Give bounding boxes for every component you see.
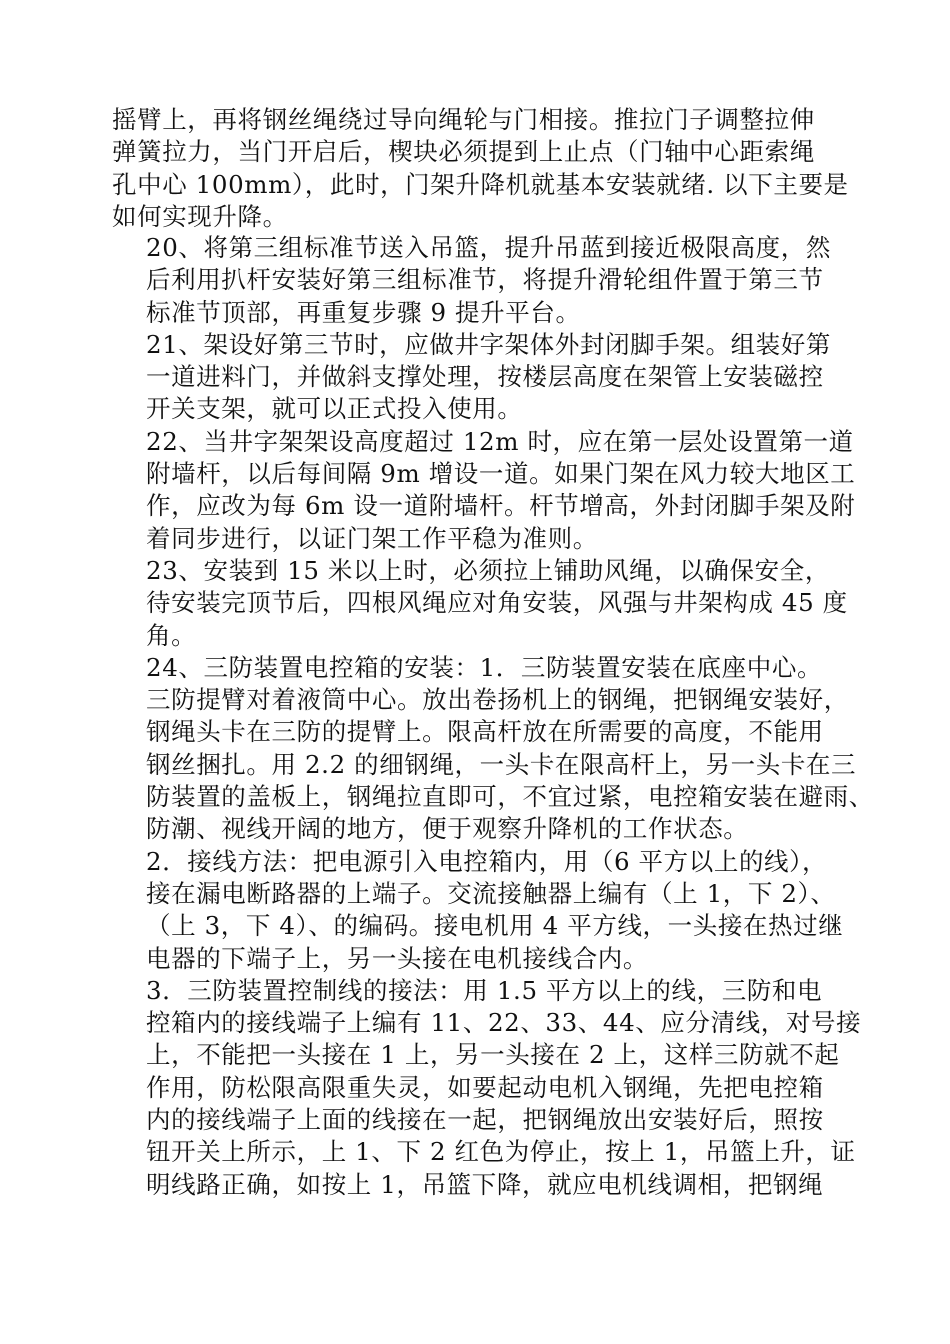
text-line: 防装置的盖板上，钢绳拉直即可，不宜过紧，电控箱安装在避雨、 bbox=[146, 782, 874, 812]
text-line: 作用，防松限高限重失灵，如要起动电机入钢绳，先把电控箱 bbox=[146, 1072, 824, 1102]
text-line: 三防提臂对着液筒中心。放出卷扬机上的钢绳，把钢绳安装好， bbox=[146, 685, 849, 715]
text-line: 角。 bbox=[146, 620, 197, 650]
text-line: 开关支架，就可以正式投入使用。 bbox=[146, 394, 523, 424]
text-line: 21、架设好第三节时，应做井字架体外封闭脚手架。组装好第 bbox=[146, 329, 831, 359]
text-line: 电器的下端子上，另一头接在电机接线合内。 bbox=[146, 943, 648, 973]
text-line: 接在漏电断路器的上端子。交流接触器上编有（上 1，下 2）、 bbox=[146, 878, 836, 908]
text-line: 24、三防装置电控箱的安装：1．三防装置安装在底座中心。 bbox=[146, 652, 823, 682]
text-line: 钮开关上所示，上 1、下 2 红色为停止，按上 1，吊篮上升，证 bbox=[146, 1137, 856, 1167]
text-line: 钢绳头卡在三防的提臂上。限高杆放在所需要的高度，不能用 bbox=[146, 717, 824, 747]
text-line: 标准节顶部，再重复步骤 9 提升平台。 bbox=[146, 297, 581, 327]
text-line: 钢丝捆扎。用 2.2 的细钢绳，一头卡在限高杆上，另一头卡在三 bbox=[146, 749, 857, 779]
text-line: 一道进料门，并做斜支撑处理，按楼层高度在架管上安装磁控 bbox=[146, 362, 824, 392]
text-block-steps bbox=[146, 232, 874, 1201]
text-line: 孔中心 100mm），此时，门架升降机就基本安装就绪. 以下主要是 bbox=[112, 169, 849, 199]
text-line: 防潮、视线开阔的地方，便于观察升降机的工作状态。 bbox=[146, 814, 749, 844]
text-line: 附墙杆，以后每间隔 9m 增设一道。如果门架在风力较大地区工 bbox=[146, 459, 856, 489]
text-line: 着同步进行，以证门架工作平稳为准则。 bbox=[146, 523, 598, 553]
text-line: （上 3，下 4）、的编码。接电机用 4 平方线，一头接在热过继 bbox=[146, 911, 844, 941]
text-line: 3．三防装置控制线的接法：用 1.5 平方以上的线，三防和电 bbox=[146, 975, 823, 1005]
text-line: 上，不能把一头接在 1 上，另一头接在 2 上，这样三防就不起 bbox=[146, 1040, 840, 1070]
text-line: 2．接线方法：把电源引入电控箱内，用（6 平方以上的线）， bbox=[146, 846, 828, 876]
text-line: 如何实现升降。 bbox=[112, 201, 288, 231]
text-line: 22、当井字架架设高度超过 12m 时，应在第一层处设置第一道 bbox=[146, 426, 854, 456]
text-block-intro bbox=[112, 104, 849, 233]
text-line: 待安装完顶节后，四根风绳应对角安装，风强与井架构成 45 度 bbox=[146, 588, 848, 618]
text-line: 明线路正确，如按上 1，吊篮下降，就应电机线调相，把钢绳 bbox=[146, 1169, 824, 1199]
text-line: 作，应改为每 6m 设一道附墙杆。杆节增高，外封闭脚手架及附 bbox=[146, 491, 856, 521]
text-line: 20、将第三组标准节送入吊篮，提升吊蓝到接近极限高度，然 bbox=[146, 233, 831, 262]
text-line: 弹簧拉力，当门开启后，楔块必须提到上止点（门轴中心距索绳 bbox=[112, 137, 815, 167]
text-line: 23、安装到 15 米以上时，必须拉上铺助风绳，以确保安全， bbox=[146, 555, 830, 585]
text-line: 后利用扒杆安装好第三组标准节，将提升滑轮组件置于第三节 bbox=[146, 265, 824, 295]
text-line: 内的接线端子上面的线接在一起，把钢绳放出安装好后，照按 bbox=[146, 1105, 824, 1135]
text-line: 摇臂上，再将钢丝绳绕过导向绳轮与门相接。推拉门子调整拉伸 bbox=[112, 105, 815, 134]
text-line: 控箱内的接线端子上编有 11、22、33、44、应分清线，对号接 bbox=[146, 1008, 862, 1038]
